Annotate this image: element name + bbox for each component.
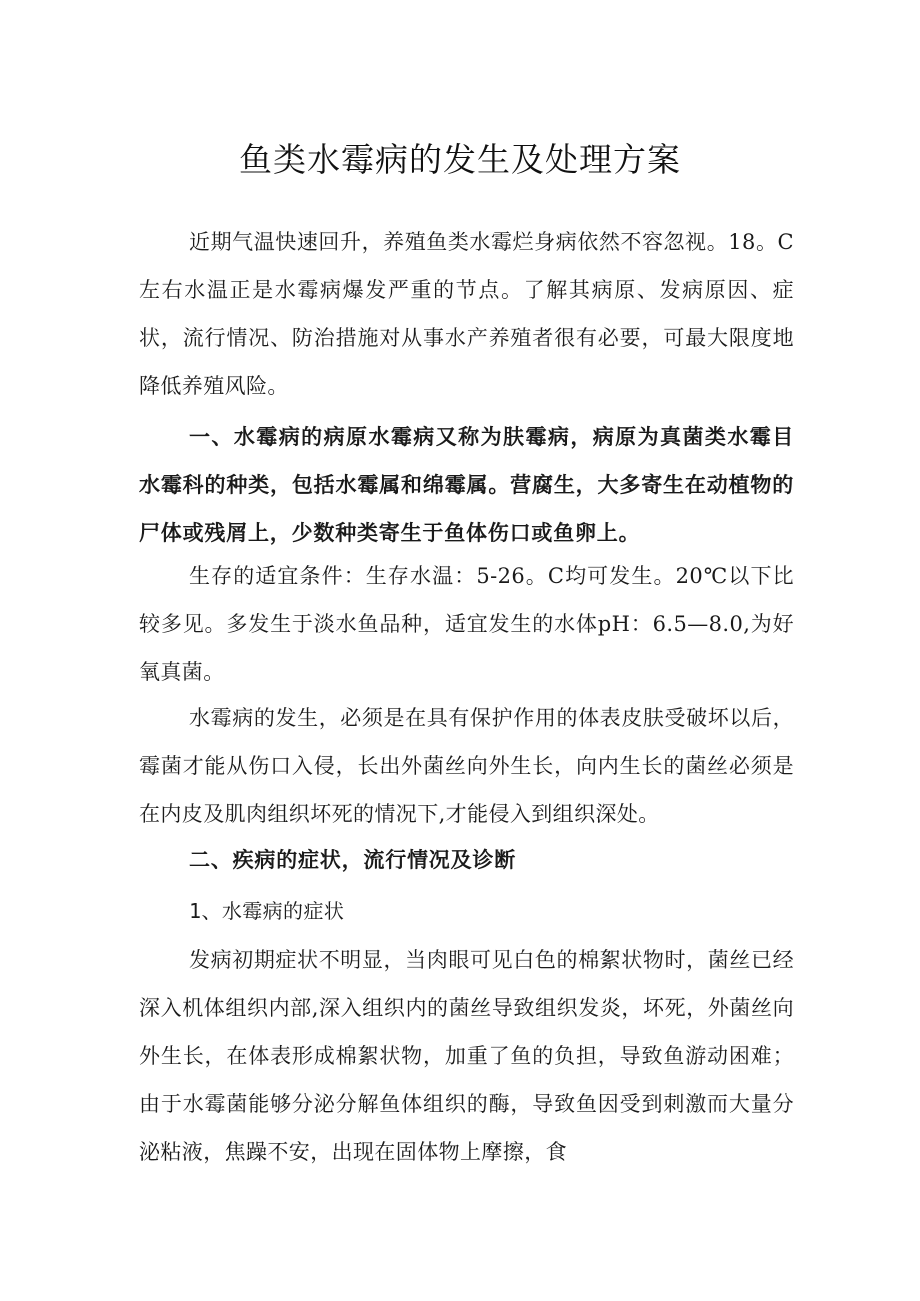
subsection-heading: 1、水霉病的症状 [189,899,345,923]
section-heading-pathogen: 一、水霉病的病原水霉病又称为肤霉病，病原为真菌类水霉目水霉科的种类，包括水霉属和绵霉属。营腐生，大多寄生在动植物的尸体或残屑上，少数种类寄生于鱼体伤口或鱼卵上。 [139,425,794,545]
occurrence-paragraph: 水霉病的发生，必须是在具有保护作用的体表皮肤受破坏以后，霉菌才能从伤口入侵，长出外菌丝向外生长，向内生长的菌丝必须是在内皮及肌肉组织坏死的情况下,才能侵入到组织深处。 [139,706,794,826]
section-heading-symptoms: 二、疾病的症状，流行情况及诊断 [189,848,516,872]
symptoms-paragraph: 发病初期症状不明显，当肉眼可见白色的棉絮状物时，菌丝已经深入机体组织内部,深入组织内的菌丝导致组织发炎，坏死，外菌丝向外生长，在体表形成棉絮状物，加重了鱼的负担，导致鱼游动困难；由于水霉菌能够分泌分解鱼体组织的酶，导致鱼因受到刺激而大量分泌粘液，焦躁不安，出现在固体物上摩擦，食 [139,948,794,1164]
conditions-paragraph: 生存的适宜条件：生存水温：5-26。C均可发生。20℃以下比较多见。多发生于淡水鱼品种，适宜发生的水体pH：6.5—8.0,为好氧真菌。 [139,564,794,684]
document-title: 鱼类水霉病的发生及处理方案 [239,140,681,179]
intro-paragraph: 近期气温快速回升，养殖鱼类水霉烂身病依然不容忽视。18。C左右水温正是水霉病爆发严重的节点。了解其病原、发病原因、症状，流行情况、防治措施对从事水产养殖者很有必要，可最大限度地降低养殖风险。 [139,230,794,398]
